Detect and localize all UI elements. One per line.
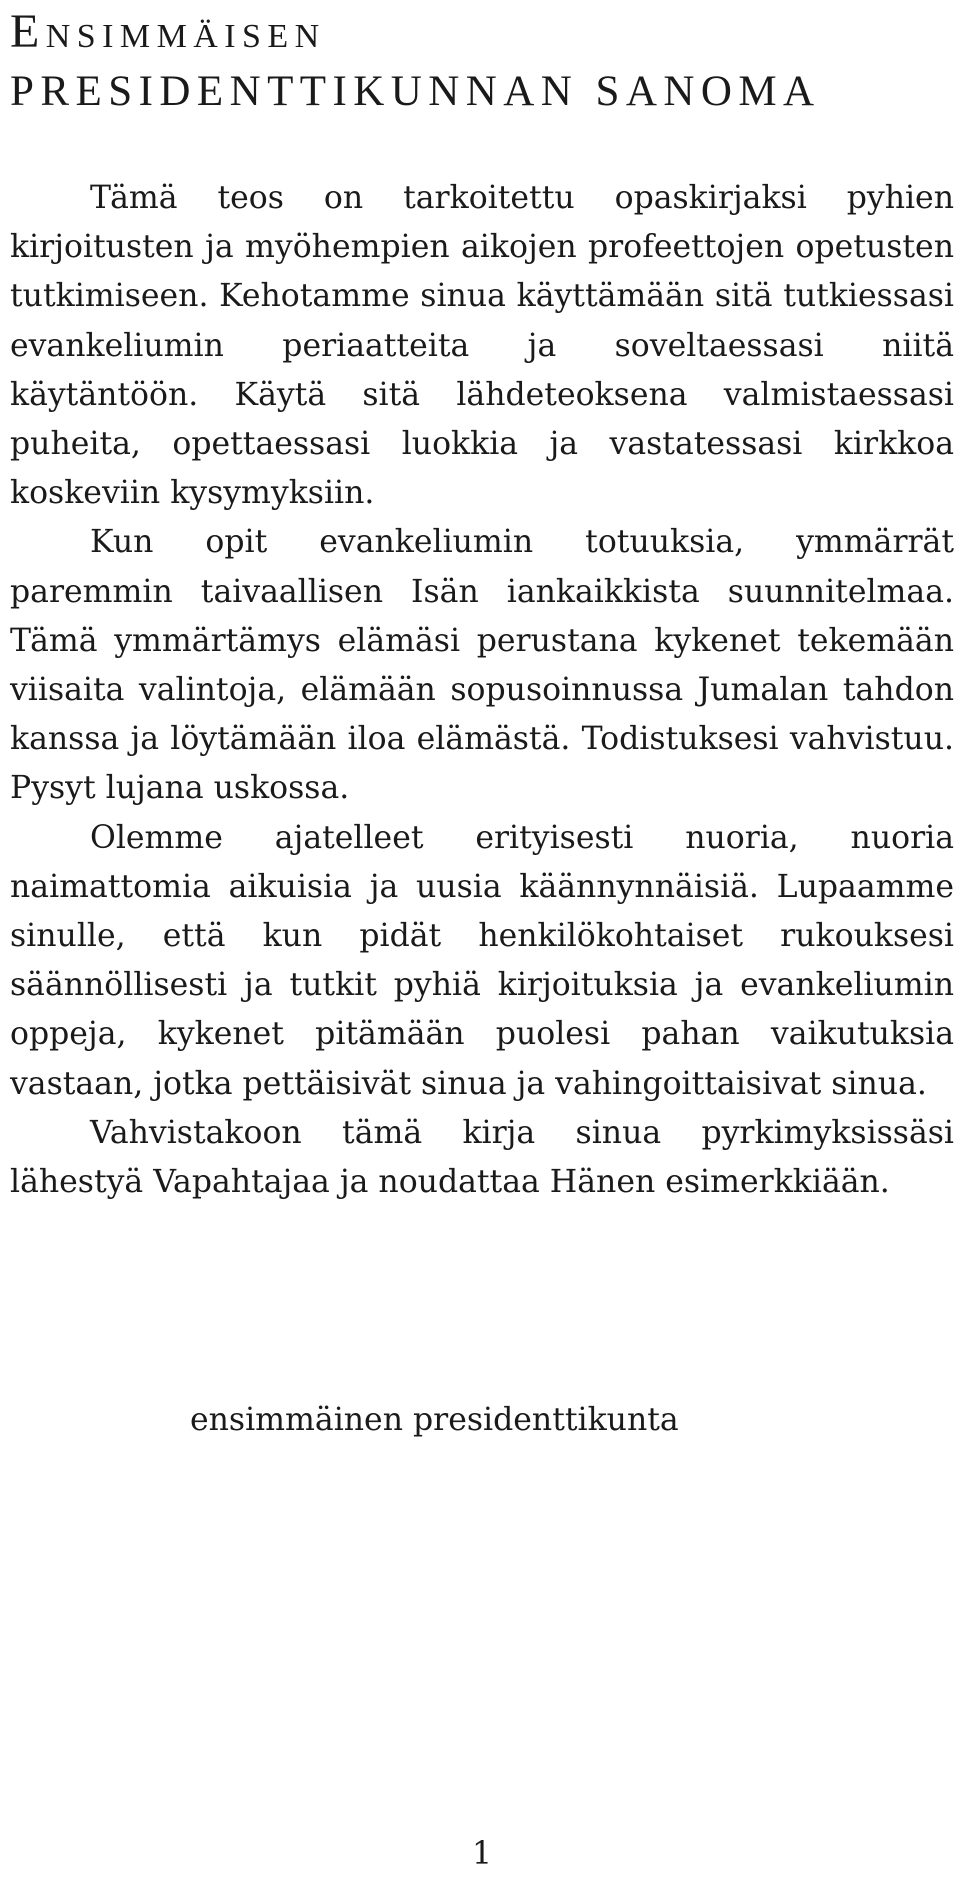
- title-line-1: Ensimmäisen: [10, 5, 326, 58]
- paragraph-1: Tämä teos on tarkoitettu opaskirjaksi pyhien kirjoitusten ja myöhempien aikojen profeettojen opetusten tutkimiseen. Kehotamme sinua käyttämään sitä tutkiessasi evankeliumin periaatteita ja soveltaessasi niitä käytäntöön. Käytä sitä lähdeteoksena valmistaessasi puheita, opettaessasi luokkia ja vastatessasi kirkkoa koskeviin kysymyksiin.: [10, 180, 954, 512]
- paragraph-3: Olemme ajatelleet erityisesti nuoria, nuoria naimattomia aikuisia ja uusia käännynnäisiä. Lupaamme sinulle, että kun pidät henkilökohtaiset rukouksesi säännöllisesti ja tutkit pyhiä kirjoituksia ja evankeliumin oppeja, kykenet pitämään puolesi pahan vaikutuksia vastaan, jotka pettäisivät sinua ja vahingoittaisivat sinua.: [10, 819, 954, 1102]
- paragraph-4: Vahvistakoon tämä kirja sinua pyrkimyksissäsi lähestyä Vapahtajaa ja noudattaa Hänen esimerkkiään.: [10, 1114, 954, 1201]
- paragraph-2: Kun opit evankeliumin totuuksia, ymmärrät paremmin taivaallisen Isän iankaikkista suunnitelmaa. Tämä ymmärtämys elämäsi perustana kykenet tekemään viisaita valintoja, elämään sopusoinnussa Jumalan tahdon kanssa ja löytämään iloa elämästä. Todistuksesi vahvistuu. Pysyt lujana uskossa.: [10, 524, 954, 807]
- signature: ensimmäinen presidenttikunta: [190, 1402, 679, 1438]
- title-line-2: PRESIDENTTIKUNNAN SANOMA: [10, 68, 821, 115]
- message-body: [10, 174, 954, 1207]
- page-title: [10, 0, 954, 122]
- page-number: 1: [471, 1836, 493, 1872]
- document-page: [10, 0, 954, 1877]
